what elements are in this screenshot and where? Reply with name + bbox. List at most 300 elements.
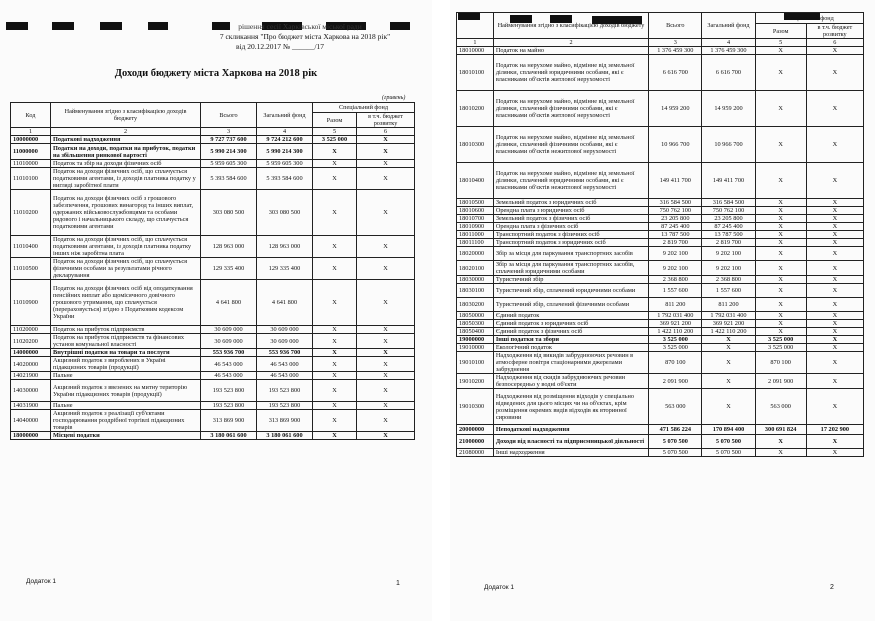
row-total: 303 080 500 xyxy=(201,190,257,236)
row-code: 18030200 xyxy=(457,298,494,312)
redaction-mark xyxy=(100,22,122,30)
row-name: Туристичний збір, сплачений фізичними особами xyxy=(493,298,648,312)
row-special-development: X xyxy=(806,328,863,336)
col-header-special-total: Разом xyxy=(755,24,806,39)
row-name: Податок та збір на доходи фізичних осіб xyxy=(51,160,201,168)
row-general: 13 787 500 xyxy=(702,231,755,239)
row-name: Акцизний податок з вироблених в Україні підакцизних товарів (продукції) xyxy=(51,357,201,372)
row-total: 129 335 400 xyxy=(201,258,257,280)
row-special-total: X xyxy=(755,207,806,215)
table-row xyxy=(457,374,864,389)
row-code: 11010200 xyxy=(11,190,51,236)
header-line-2: 7 скликання "Про бюджет міста Харкова на 2018 рік" xyxy=(219,32,391,41)
row-total: 193 523 800 xyxy=(201,380,257,402)
row-general: 30 609 000 xyxy=(257,334,313,349)
row-special-total: X xyxy=(313,160,357,168)
row-special-total: X xyxy=(313,402,357,410)
row-total: 9 202 100 xyxy=(649,247,702,261)
row-general: 811 200 xyxy=(702,298,755,312)
row-total: 2 819 700 xyxy=(649,239,702,247)
page-gap xyxy=(432,0,450,621)
row-name: Земельний податок з фізичних осіб xyxy=(493,215,648,223)
row-special-development: X xyxy=(806,163,863,199)
row-special-total: X xyxy=(755,261,806,276)
row-special-development: X xyxy=(357,357,415,372)
row-special-development: X xyxy=(357,410,415,432)
footer-label: Додаток 1 xyxy=(26,578,56,585)
row-general: 2 819 700 xyxy=(702,239,755,247)
row-general: 4 641 800 xyxy=(257,280,313,326)
row-special-development: X xyxy=(806,247,863,261)
row-special-total: X xyxy=(755,449,806,457)
col-number: 6 xyxy=(357,128,415,136)
row-special-total: X xyxy=(755,239,806,247)
row-total: 14 959 200 xyxy=(649,91,702,127)
row-special-total: X xyxy=(755,47,806,55)
row-total: 4 641 800 xyxy=(201,280,257,326)
row-code: 14021900 xyxy=(11,372,51,380)
row-total: 471 586 224 xyxy=(649,425,702,435)
row-code: 18010300 xyxy=(457,127,494,163)
row-general: 193 523 800 xyxy=(257,402,313,410)
table-row xyxy=(11,326,415,334)
row-code: 11010100 xyxy=(11,168,51,190)
row-name: Податок на нерухоме майно, відмінне від земельної ділянки, сплачений фізичними особами, які є власниками об'єктів нежитлової нерухомості xyxy=(493,127,648,163)
row-total: 1 376 459 300 xyxy=(649,47,702,55)
row-name: Пальне xyxy=(51,372,201,380)
row-name: Єдиний податок xyxy=(493,312,648,320)
col-header-special-dev: в т.ч. бюджет розвитку xyxy=(806,24,863,39)
row-general: 2 368 800 xyxy=(702,276,755,284)
row-special-development: X xyxy=(806,47,863,55)
table-row xyxy=(457,449,864,457)
table-row xyxy=(457,320,864,328)
table-row xyxy=(457,435,864,449)
row-total: 128 963 000 xyxy=(201,236,257,258)
row-general: 5 959 605 300 xyxy=(257,160,313,168)
row-special-development: X xyxy=(357,190,415,236)
row-code: 18010400 xyxy=(457,163,494,199)
row-special-development: X xyxy=(806,223,863,231)
row-special-development: X xyxy=(357,372,415,380)
table-row xyxy=(457,298,864,312)
header-line-3: від 20.12.2017 № ______/17 xyxy=(235,42,325,51)
row-name: Єдиний податок з юридичних осіб xyxy=(493,320,648,328)
row-general: 10 966 700 xyxy=(702,127,755,163)
row-total: 87 245 400 xyxy=(649,223,702,231)
row-code: 19010300 xyxy=(457,389,494,425)
row-special-total: X xyxy=(755,435,806,449)
col-header-code xyxy=(457,13,494,39)
row-special-development: X xyxy=(806,352,863,374)
table-row xyxy=(457,223,864,231)
row-code: 20000000 xyxy=(457,425,494,435)
row-code: 18020000 xyxy=(457,247,494,261)
row-name: Податок на доходи фізичних осіб, що сплачується податковими агентами, із доходів платника податку інших ніж заробітна плата xyxy=(51,236,201,258)
row-special-development: X xyxy=(357,402,415,410)
table-row xyxy=(457,247,864,261)
row-total: 9 202 100 xyxy=(649,261,702,276)
col-header-name: Найменування згідно з класифікацією доходів бюджету xyxy=(51,103,201,128)
row-special-total: X xyxy=(755,276,806,284)
row-name: Транспортний податок з фізичних осіб xyxy=(493,231,648,239)
row-special-development: 17 202 900 xyxy=(806,425,863,435)
col-number: 3 xyxy=(649,39,702,47)
row-special-total: X xyxy=(313,410,357,432)
table-row xyxy=(11,280,415,326)
row-special-total: X xyxy=(313,258,357,280)
document-title: Доходи бюджету міста Харкова на 2018 рік xyxy=(114,68,318,79)
row-special-development: X xyxy=(806,261,863,276)
row-total: 2 368 800 xyxy=(649,276,702,284)
row-total: 1 422 110 200 xyxy=(649,328,702,336)
row-total: 553 936 700 xyxy=(201,349,257,357)
row-general: 5 990 214 300 xyxy=(257,144,313,160)
row-special-development: X xyxy=(806,55,863,91)
row-code: 14000000 xyxy=(11,349,51,357)
row-code: 18010000 xyxy=(457,47,494,55)
table-row xyxy=(457,55,864,91)
row-general: 316 584 500 xyxy=(702,199,755,207)
row-name: Податок на нерухоме майно, відмінне від земельної ділянки, сплачений юридичними особами, які є власниками об'єктів житлової нерухомості xyxy=(493,55,648,91)
row-special-total: X xyxy=(313,349,357,357)
table-row xyxy=(457,312,864,320)
table-row xyxy=(11,168,415,190)
row-total: 313 869 900 xyxy=(201,410,257,432)
row-total: 369 921 200 xyxy=(649,320,702,328)
row-special-total: 3 525 000 xyxy=(313,136,357,144)
row-code: 18050400 xyxy=(457,328,494,336)
row-name: Податки на доходи, податки на прибуток, податки на збільшення ринкової вартості xyxy=(51,144,201,160)
row-code: 11010500 xyxy=(11,258,51,280)
row-general: 1 376 459 300 xyxy=(702,47,755,55)
row-special-development: X xyxy=(357,349,415,357)
col-number: 4 xyxy=(257,128,313,136)
row-code: 18011100 xyxy=(457,239,494,247)
row-code: 18000000 xyxy=(11,432,51,440)
row-code: 19010100 xyxy=(457,352,494,374)
row-code: 21000000 xyxy=(457,435,494,449)
row-general: 128 963 000 xyxy=(257,236,313,258)
row-general: 9 724 212 600 xyxy=(257,136,313,144)
row-general: 6 616 700 xyxy=(702,55,755,91)
table-row xyxy=(11,372,415,380)
row-special-total: X xyxy=(755,215,806,223)
row-special-total: X xyxy=(313,280,357,326)
row-name: Туристичний збір xyxy=(493,276,648,284)
col-number: 6 xyxy=(806,39,863,47)
document-page-2 xyxy=(450,0,875,621)
table-row xyxy=(11,410,415,432)
row-name: Надходження від скидів забруднюючих речовин безпосередньо у водні об'єкти xyxy=(493,374,648,389)
table-row xyxy=(11,334,415,349)
column-numbers-row xyxy=(457,39,864,47)
row-total: 30 609 000 xyxy=(201,334,257,349)
row-general: 9 202 100 xyxy=(702,261,755,276)
table-row xyxy=(457,352,864,374)
table-row xyxy=(11,236,415,258)
row-total: 193 523 800 xyxy=(201,402,257,410)
row-general: 5 393 584 600 xyxy=(257,168,313,190)
row-name: Збір за місця для паркування транспортних засобів xyxy=(493,247,648,261)
row-general: 313 869 900 xyxy=(257,410,313,432)
row-name: Збір за місця для паркування транспортних засобів, сплачений юридичними особами xyxy=(493,261,648,276)
row-special-total: 563 000 xyxy=(755,389,806,425)
row-total: 9 727 737 600 xyxy=(201,136,257,144)
row-special-development: X xyxy=(806,215,863,223)
table-row xyxy=(457,389,864,425)
row-special-total: 2 091 900 xyxy=(755,374,806,389)
row-general: X xyxy=(702,352,755,374)
row-name: Пальне xyxy=(51,402,201,410)
row-name: Податок на доходи фізичних осіб з грошового забезпечення, грошових винагород та інших виплат, одержаних військовослужбовцями та особами рядового і начальницького складу, що сплачується податковими агентами xyxy=(51,190,201,236)
row-code: 18030100 xyxy=(457,284,494,298)
revenue-table-page-2 xyxy=(456,12,864,457)
unit-label: (гривень) xyxy=(382,95,406,101)
row-special-total: X xyxy=(755,91,806,127)
row-total: 13 787 500 xyxy=(649,231,702,239)
row-general: X xyxy=(702,374,755,389)
row-code: 14030000 xyxy=(11,380,51,402)
row-special-total: X xyxy=(755,284,806,298)
row-general: 5 070 500 xyxy=(702,449,755,457)
row-special-total: X xyxy=(755,199,806,207)
row-code: 11010400 xyxy=(11,236,51,258)
row-total: 3 180 061 600 xyxy=(201,432,257,440)
row-name: Екологічний податок xyxy=(493,344,648,352)
row-name: Податок на майно xyxy=(493,47,648,55)
row-general: 23 205 800 xyxy=(702,215,755,223)
row-special-development: X xyxy=(806,284,863,298)
row-general: 369 921 200 xyxy=(702,320,755,328)
row-general: 170 894 400 xyxy=(702,425,755,435)
row-general: 14 959 200 xyxy=(702,91,755,127)
row-total: 5 070 500 xyxy=(649,449,702,457)
table-row xyxy=(457,425,864,435)
table-row xyxy=(457,284,864,298)
col-number: 4 xyxy=(702,39,755,47)
row-special-development: X xyxy=(357,136,415,144)
row-name: Акцизний податок з реалізації суб'єктами господарювання роздрібної торгівлі підакцизних товарів xyxy=(51,410,201,432)
row-special-total: X xyxy=(313,168,357,190)
redaction-mark xyxy=(6,22,28,30)
row-general: 303 080 500 xyxy=(257,190,313,236)
row-name: Податок на доходи фізичних осіб, що сплачується податковими агентами, із доходів платника податку у вигляді заробітної плати xyxy=(51,168,201,190)
row-special-total: X xyxy=(313,236,357,258)
table-row xyxy=(11,402,415,410)
table-row xyxy=(11,160,415,168)
row-special-development: X xyxy=(806,199,863,207)
row-name: Земельний податок з юридичних осіб xyxy=(493,199,648,207)
row-special-development: X xyxy=(806,276,863,284)
row-code: 18010500 xyxy=(457,199,494,207)
row-special-total: 3 525 000 xyxy=(755,336,806,344)
row-code: 18050300 xyxy=(457,320,494,328)
col-header-general: Загальний фонд xyxy=(257,103,313,128)
row-special-total: X xyxy=(755,247,806,261)
row-special-total: X xyxy=(755,231,806,239)
row-name: Надходження від розміщення відходів у спеціально відведених для цього місцях чи на об'єктах, крім розміщення окремих видів відходів як вторинної сировини xyxy=(493,389,648,425)
row-name: Податок на нерухоме майно, відмінне від земельної ділянки, сплачений фізичними особами, які є власниками об'єктів житлової нерухомості xyxy=(493,91,648,127)
row-code: 14031900 xyxy=(11,402,51,410)
row-special-total: 870 100 xyxy=(755,352,806,374)
row-total: 46 543 000 xyxy=(201,372,257,380)
col-header-special-dev: в т.ч. бюджет розвитку xyxy=(357,113,415,128)
row-general: X xyxy=(702,389,755,425)
row-special-development: X xyxy=(357,380,415,402)
col-number: 5 xyxy=(755,39,806,47)
row-code: 19000000 xyxy=(457,336,494,344)
row-special-total: X xyxy=(313,190,357,236)
row-name: Єдиний податок з фізичних осіб xyxy=(493,328,648,336)
row-special-development: X xyxy=(357,144,415,160)
row-code: 18010700 xyxy=(457,215,494,223)
row-total: 870 100 xyxy=(649,352,702,374)
row-total: 1 557 600 xyxy=(649,284,702,298)
row-special-development: X xyxy=(357,168,415,190)
redaction-mark xyxy=(148,22,168,30)
col-header-general: Загальний фонд xyxy=(702,13,755,39)
table-row xyxy=(457,239,864,247)
row-special-development: X xyxy=(806,127,863,163)
row-name: Інші надходження xyxy=(493,449,648,457)
row-special-total: X xyxy=(313,380,357,402)
row-special-total: X xyxy=(755,320,806,328)
table-row xyxy=(457,207,864,215)
table-row xyxy=(457,215,864,223)
row-total: 316 584 500 xyxy=(649,199,702,207)
row-total: 30 609 000 xyxy=(201,326,257,334)
row-name: Податок на прибуток підприємств та фінансових установ комунальної власності xyxy=(51,334,201,349)
table-row xyxy=(457,91,864,127)
row-special-development: X xyxy=(806,298,863,312)
table-row xyxy=(11,258,415,280)
row-special-development: X xyxy=(357,334,415,349)
row-name: Податок на прибуток підприємств xyxy=(51,326,201,334)
row-special-development: X xyxy=(357,160,415,168)
col-header-special: Спеціальний фонд xyxy=(755,13,863,24)
row-name: Внутрішні податки на товари та послуги xyxy=(51,349,201,357)
col-header-total: Всього xyxy=(649,13,702,39)
row-name: Орендна плата з юридичних осіб xyxy=(493,207,648,215)
row-name: Місцеві податки xyxy=(51,432,201,440)
row-special-total: X xyxy=(313,334,357,349)
row-general: 129 335 400 xyxy=(257,258,313,280)
row-special-development: X xyxy=(806,449,863,457)
row-general: X xyxy=(702,344,755,352)
header-line-1: рішення сесії Харківської міської ради xyxy=(238,22,362,31)
row-special-development: X xyxy=(806,91,863,127)
row-code: 19010000 xyxy=(457,344,494,352)
row-special-development: X xyxy=(357,258,415,280)
row-special-development: X xyxy=(806,374,863,389)
row-code: 19010200 xyxy=(457,374,494,389)
row-general: 1 557 600 xyxy=(702,284,755,298)
row-code: 18011000 xyxy=(457,231,494,239)
row-special-total: X xyxy=(313,372,357,380)
row-name: Неподаткові надходження xyxy=(493,425,648,435)
row-total: 5 990 214 300 xyxy=(201,144,257,160)
row-code: 18010900 xyxy=(457,223,494,231)
row-special-development: X xyxy=(357,326,415,334)
row-general: 3 180 061 600 xyxy=(257,432,313,440)
row-total: 6 616 700 xyxy=(649,55,702,91)
col-number: 1 xyxy=(11,128,51,136)
row-general: 1 422 110 200 xyxy=(702,328,755,336)
row-code: 11010000 xyxy=(11,160,51,168)
row-total: 149 411 700 xyxy=(649,163,702,199)
row-special-total: X xyxy=(313,144,357,160)
row-code: 11000000 xyxy=(11,144,51,160)
row-name: Податок на доходи фізичних осіб від оподаткування пенсійних виплат або щомісячного довічного грошового утримання, що сплачується (перераховується) згідно з Податковим кодексом України xyxy=(51,280,201,326)
row-special-total: X xyxy=(755,298,806,312)
row-general: 46 543 000 xyxy=(257,357,313,372)
row-total: 3 525 000 xyxy=(649,344,702,352)
col-number: 2 xyxy=(493,39,648,47)
row-general: 149 411 700 xyxy=(702,163,755,199)
table-row xyxy=(457,47,864,55)
row-total: 5 393 584 600 xyxy=(201,168,257,190)
row-special-development: X xyxy=(806,344,863,352)
row-code: 18050000 xyxy=(457,312,494,320)
table-row xyxy=(11,190,415,236)
row-total: 10 966 700 xyxy=(649,127,702,163)
table-row xyxy=(457,127,864,163)
row-special-total: X xyxy=(755,223,806,231)
row-special-development: X xyxy=(357,280,415,326)
row-code: 11020200 xyxy=(11,334,51,349)
row-special-total: 3 525 000 xyxy=(755,344,806,352)
row-total: 3 525 000 xyxy=(649,336,702,344)
row-total: 5 070 500 xyxy=(649,435,702,449)
column-numbers-row xyxy=(11,128,415,136)
row-special-development: X xyxy=(806,312,863,320)
row-code: 18010200 xyxy=(457,91,494,127)
row-general: X xyxy=(702,336,755,344)
table-row xyxy=(457,344,864,352)
row-special-total: X xyxy=(755,55,806,91)
row-code: 11010900 xyxy=(11,280,51,326)
table-row xyxy=(457,261,864,276)
row-name: Акцизний податок з ввезених на митну територію України підакцизних товарів (продукції) xyxy=(51,380,201,402)
table-row xyxy=(11,432,415,440)
col-number: 3 xyxy=(201,128,257,136)
row-total: 750 762 100 xyxy=(649,207,702,215)
table-row xyxy=(11,380,415,402)
row-code: 18010600 xyxy=(457,207,494,215)
row-total: 5 959 605 300 xyxy=(201,160,257,168)
table-row xyxy=(457,276,864,284)
row-general: 9 202 100 xyxy=(702,247,755,261)
col-header-code: Код xyxy=(11,103,51,128)
row-general: 1 792 031 400 xyxy=(702,312,755,320)
row-special-total: X xyxy=(313,326,357,334)
row-code: 14020000 xyxy=(11,357,51,372)
row-special-development: X xyxy=(357,236,415,258)
row-general: 750 762 100 xyxy=(702,207,755,215)
row-name: Надходження від викидів забруднюючих речовин в атмосферне повітря стаціонарними джерелами забруднення xyxy=(493,352,648,374)
row-total: 811 200 xyxy=(649,298,702,312)
row-special-total: 300 691 824 xyxy=(755,425,806,435)
col-header-special-total: Разом xyxy=(313,113,357,128)
page-number: 2 xyxy=(830,584,834,591)
row-special-development: X xyxy=(357,432,415,440)
row-total: 2 091 900 xyxy=(649,374,702,389)
revenue-table-page-1 xyxy=(10,102,415,440)
row-special-development: X xyxy=(806,336,863,344)
row-special-development: X xyxy=(806,239,863,247)
row-special-total: X xyxy=(313,432,357,440)
